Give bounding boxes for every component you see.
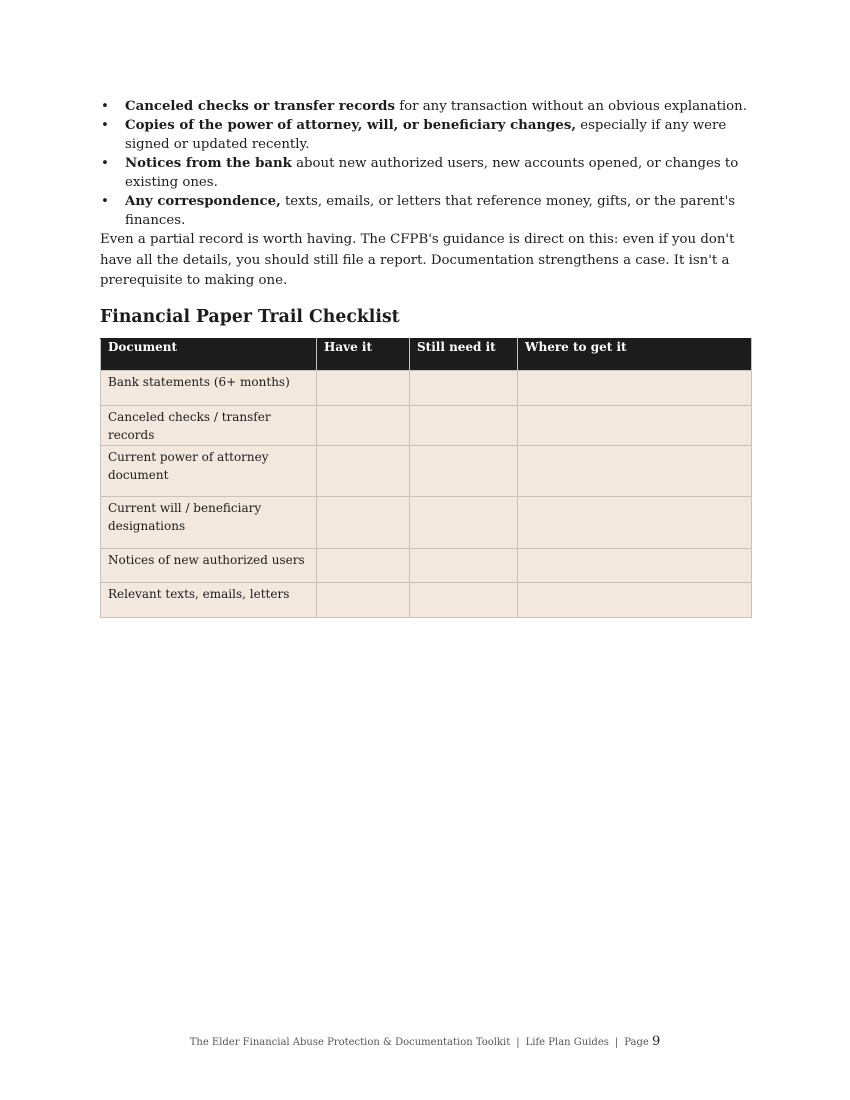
document-cell: Current power of attorney document <box>101 445 317 496</box>
list-item-bold: Copies of the power of attorney, will, or beneficiary changes, <box>125 118 576 133</box>
list-item-bold: Notices from the bank <box>125 156 292 171</box>
table-row <box>101 445 752 496</box>
footer-publisher: Life Plan Guides <box>525 1037 609 1048</box>
column-header-have-it: Have it <box>317 338 410 370</box>
list-item-text: especially if any were signed or updated recently. <box>125 118 727 152</box>
document-cell: Notices of new authorized users <box>101 548 317 582</box>
where-to-get-it-cell[interactable] <box>518 405 752 445</box>
section-title: Financial Paper Trail Checklist <box>100 306 400 327</box>
column-header-where-to-get-it: Where to get it <box>518 338 752 370</box>
have-it-cell[interactable] <box>317 405 410 445</box>
footer-separator: | <box>516 1037 520 1048</box>
checklist-table <box>100 338 752 618</box>
list-item <box>100 154 751 192</box>
still-need-it-cell[interactable] <box>410 405 518 445</box>
page-number: 9 <box>652 1034 661 1049</box>
have-it-cell[interactable] <box>317 582 410 617</box>
where-to-get-it-cell[interactable] <box>518 548 752 582</box>
still-need-it-cell[interactable] <box>410 445 518 496</box>
document-cell: Current will / beneficiary designations <box>101 496 317 548</box>
bullet-icon: • <box>101 156 109 171</box>
table-row <box>101 405 752 445</box>
list-item <box>100 116 751 154</box>
still-need-it-cell[interactable] <box>410 496 518 548</box>
bullet-icon: • <box>101 118 109 133</box>
table-row <box>101 548 752 582</box>
have-it-cell[interactable] <box>317 548 410 582</box>
where-to-get-it-cell[interactable] <box>518 370 752 405</box>
footer-page-label: Page <box>624 1037 649 1048</box>
where-to-get-it-cell[interactable] <box>518 496 752 548</box>
table-row <box>101 582 752 617</box>
where-to-get-it-cell[interactable] <box>518 445 752 496</box>
page-footer <box>0 1034 850 1049</box>
bullet-icon: • <box>101 99 109 114</box>
bullet-list <box>100 97 751 230</box>
have-it-cell[interactable] <box>317 496 410 548</box>
list-item-bold: Canceled checks or transfer records <box>125 99 395 114</box>
table-row <box>101 496 752 548</box>
list-item <box>100 192 751 230</box>
document-cell: Bank statements (6+ months) <box>101 370 317 405</box>
document-cell: Relevant texts, emails, letters <box>101 582 317 617</box>
still-need-it-cell[interactable] <box>410 548 518 582</box>
have-it-cell[interactable] <box>317 370 410 405</box>
where-to-get-it-cell[interactable] <box>518 582 752 617</box>
bullet-icon: • <box>101 194 109 209</box>
still-need-it-cell[interactable] <box>410 582 518 617</box>
page-content <box>100 97 751 618</box>
table-row <box>101 370 752 405</box>
list-item-bold: Any correspondence, <box>125 194 281 209</box>
footer-title: The Elder Financial Abuse Protection & Documentation Toolkit <box>189 1037 511 1048</box>
column-header-document: Document <box>101 338 317 370</box>
table-header-row <box>101 338 752 370</box>
body-paragraph: Even a partial record is worth having. The CFPB's guidance is direct on this: even if you don't have all the details, you should still file a report. Documentation strengthens a case. It isn't a prerequisite to making one. <box>100 232 735 288</box>
still-need-it-cell[interactable] <box>410 370 518 405</box>
list-item <box>100 97 751 116</box>
list-item-text: about new authorized users, new accounts opened, or changes to existing ones. <box>125 156 739 190</box>
footer-separator: | <box>614 1037 619 1048</box>
have-it-cell[interactable] <box>317 445 410 496</box>
list-item-text: for any transaction without an obvious explanation. <box>394 99 747 114</box>
list-item-text: texts, emails, or letters that reference money, gifts, or the parent's finances. <box>125 194 736 228</box>
document-cell: Canceled checks / transfer records <box>101 405 317 445</box>
column-header-still-need-it: Still need it <box>410 338 518 370</box>
